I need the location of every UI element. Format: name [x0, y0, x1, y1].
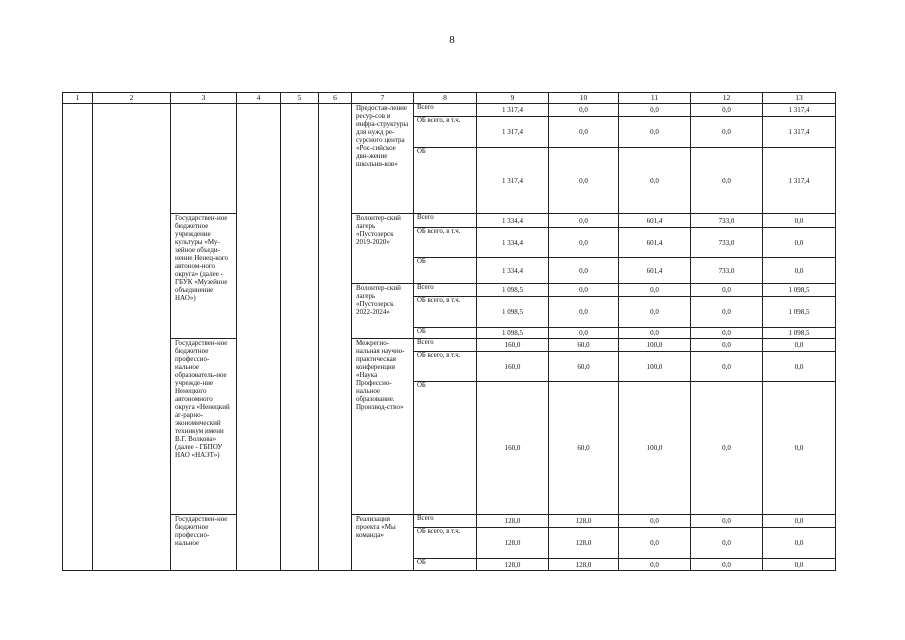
value-cell-col-10: 128,0 [549, 528, 619, 559]
value-cell-col-11: 0,0 [619, 104, 691, 117]
value-cell-col-10: 0,0 [549, 258, 619, 284]
value-cell-col-12: 0,0 [691, 515, 763, 528]
funding-source-cell: ОБ [414, 328, 477, 339]
value-cell-col-10: 128,0 [549, 559, 619, 571]
column-header-10: 10 [549, 93, 619, 104]
table-row [63, 214, 836, 228]
value-cell-col-12: 0,0 [691, 352, 763, 382]
value-cell-col-13: 1 317,4 [763, 104, 836, 117]
value-cell-col-9: 1 334,4 [477, 228, 549, 258]
table-row [63, 104, 836, 117]
funding-source-cell: ОБ [414, 382, 477, 515]
organization-cell [171, 104, 237, 214]
value-cell-col-13: 0,0 [763, 515, 836, 528]
value-cell-col-9: 128,0 [477, 559, 549, 571]
funding-source-cell: ОБ всего, в т.ч. [414, 352, 477, 382]
value-cell-col-10: 0,0 [549, 328, 619, 339]
value-cell-col-12: 0,0 [691, 148, 763, 214]
header-row [63, 93, 836, 104]
value-cell-col-9: 1 334,4 [477, 258, 549, 284]
value-cell-col-11: 0,0 [619, 559, 691, 571]
value-cell-col-10: 0,0 [549, 214, 619, 228]
value-cell-col-11: 601,4 [619, 228, 691, 258]
value-cell-col-13: 1 317,4 [763, 117, 836, 148]
page-number: 8 [449, 34, 455, 46]
value-cell-col-11: 100,0 [619, 382, 691, 515]
value-cell-col-11: 0,0 [619, 148, 691, 214]
financing-table [62, 92, 836, 571]
funding-source-cell: Всего [414, 515, 477, 528]
value-cell-col-9: 1 317,4 [477, 148, 549, 214]
funding-source-cell: ОБ всего, в т.ч. [414, 117, 477, 148]
value-cell-col-12: 733,0 [691, 214, 763, 228]
funding-source-cell: ОБ всего, в т.ч. [414, 528, 477, 559]
value-cell-col-12: 0,0 [691, 104, 763, 117]
funding-source-cell: ОБ [414, 148, 477, 214]
value-cell-col-10: 0,0 [549, 284, 619, 297]
value-cell-col-11: 601,4 [619, 214, 691, 228]
value-cell-col-11: 0,0 [619, 117, 691, 148]
event-name-cell: Реализация проекта «Мы команда» [352, 515, 414, 571]
value-cell-col-11: 0,0 [619, 515, 691, 528]
funding-source-cell: ОБ [414, 258, 477, 284]
value-cell-col-9: 1 317,4 [477, 117, 549, 148]
column-header-8: 8 [414, 93, 477, 104]
value-cell-col-12: 0,0 [691, 117, 763, 148]
value-cell-col-9: 1 098,5 [477, 297, 549, 328]
column-header-9: 9 [477, 93, 549, 104]
value-cell-col-13: 0,0 [763, 228, 836, 258]
table-row [63, 339, 836, 352]
value-cell-col-10: 60,0 [549, 352, 619, 382]
value-cell-col-9: 128,0 [477, 528, 549, 559]
value-cell-col-13: 1 098,5 [763, 297, 836, 328]
column-header-6: 6 [319, 93, 352, 104]
funding-source-cell: ОБ всего, в т.ч. [414, 228, 477, 258]
funding-source-cell: Всего [414, 339, 477, 352]
value-cell-col-10: 0,0 [549, 148, 619, 214]
col-5-cell [281, 104, 319, 571]
value-cell-col-13: 0,0 [763, 559, 836, 571]
value-cell-col-9: 1 098,5 [477, 328, 549, 339]
col-6-cell [319, 104, 352, 571]
value-cell-col-13: 1 317,4 [763, 148, 836, 214]
value-cell-col-10: 0,0 [549, 104, 619, 117]
event-name-cell: Волонтер-ский лагерь «Пустозерск 2022-2024» [352, 284, 414, 339]
value-cell-col-12: 0,0 [691, 297, 763, 328]
value-cell-col-13: 1 098,5 [763, 328, 836, 339]
value-cell-col-11: 0,0 [619, 284, 691, 297]
value-cell-col-11: 601,4 [619, 258, 691, 284]
value-cell-col-10: 0,0 [549, 228, 619, 258]
funding-source-cell: Всего [414, 284, 477, 297]
col-1-cell [63, 104, 93, 571]
col-4-cell [237, 104, 281, 571]
funding-source-cell: Всего [414, 104, 477, 117]
value-cell-col-11: 100,0 [619, 352, 691, 382]
column-header-13: 13 [763, 93, 836, 104]
value-cell-col-12: 0,0 [691, 382, 763, 515]
event-name-cell: Волонтер-ский лагерь «Пустозерск 2019-2020» [352, 214, 414, 284]
value-cell-col-9: 160,0 [477, 382, 549, 515]
event-name-cell: Предостав-ление ресур-сов и инфра-структуры для нужд ре-сурсного центра «Рос-сийское дви-жение школьни-ков» [352, 104, 414, 214]
value-cell-col-9: 160,0 [477, 352, 549, 382]
value-cell-col-11: 0,0 [619, 297, 691, 328]
value-cell-col-12: 0,0 [691, 339, 763, 352]
value-cell-col-13: 0,0 [763, 258, 836, 284]
value-cell-col-10: 60,0 [549, 382, 619, 515]
value-cell-col-12: 733,0 [691, 258, 763, 284]
value-cell-col-12: 0,0 [691, 528, 763, 559]
column-header-2: 2 [93, 93, 171, 104]
column-header-11: 11 [619, 93, 691, 104]
value-cell-col-13: 1 098,5 [763, 284, 836, 297]
value-cell-col-13: 0,0 [763, 528, 836, 559]
column-header-3: 3 [171, 93, 237, 104]
value-cell-col-10: 0,0 [549, 297, 619, 328]
value-cell-col-11: 0,0 [619, 328, 691, 339]
value-cell-col-10: 0,0 [549, 117, 619, 148]
value-cell-col-11: 100,0 [619, 339, 691, 352]
funding-source-cell: ОБ [414, 559, 477, 571]
column-header-4: 4 [237, 93, 281, 104]
value-cell-col-13: 0,0 [763, 382, 836, 515]
value-cell-col-9: 1 317,4 [477, 104, 549, 117]
value-cell-col-10: 128,0 [549, 515, 619, 528]
value-cell-col-13: 0,0 [763, 339, 836, 352]
column-header-1: 1 [63, 93, 93, 104]
table-row [63, 515, 836, 528]
value-cell-col-9: 1 334,4 [477, 214, 549, 228]
organization-cell: Государствен-ное бюджетное профессио-нальное [171, 515, 237, 571]
col-2-cell [93, 104, 171, 571]
value-cell-col-13: 0,0 [763, 214, 836, 228]
organization-cell: Государствен-ное бюджетное учреждение культуры «Му-зейное объеди-нение Ненец-кого автоном-ного округа» (далее - ГБУК «Музейное объединение НАО») [171, 214, 237, 339]
value-cell-col-10: 60,0 [549, 339, 619, 352]
funding-source-cell: Всего [414, 214, 477, 228]
event-name-cell: Межрегио-нальная научно-практическая конференция «Наука Профессио-нальное образование. Производ-ство» [352, 339, 414, 515]
value-cell-col-12: 0,0 [691, 559, 763, 571]
value-cell-col-12: 0,0 [691, 284, 763, 297]
organization-cell: Государствен-ное бюджетное профессио-нальное образователь-ное учрежде-ние Ненецкого автономного округа «Ненецкий аг-рарно-экономический техникум имени В.Г. Волкова» (далее - ГБПОУ НАО «НАЭТ») [171, 339, 237, 515]
value-cell-col-9: 160,0 [477, 339, 549, 352]
value-cell-col-9: 128,0 [477, 515, 549, 528]
column-header-12: 12 [691, 93, 763, 104]
funding-source-cell: ОБ всего, в т.ч. [414, 297, 477, 328]
column-header-7: 7 [352, 93, 414, 104]
column-header-5: 5 [281, 93, 319, 104]
value-cell-col-13: 0,0 [763, 352, 836, 382]
value-cell-col-12: 733,0 [691, 228, 763, 258]
value-cell-col-9: 1 098,5 [477, 284, 549, 297]
value-cell-col-11: 0,0 [619, 528, 691, 559]
value-cell-col-12: 0,0 [691, 328, 763, 339]
